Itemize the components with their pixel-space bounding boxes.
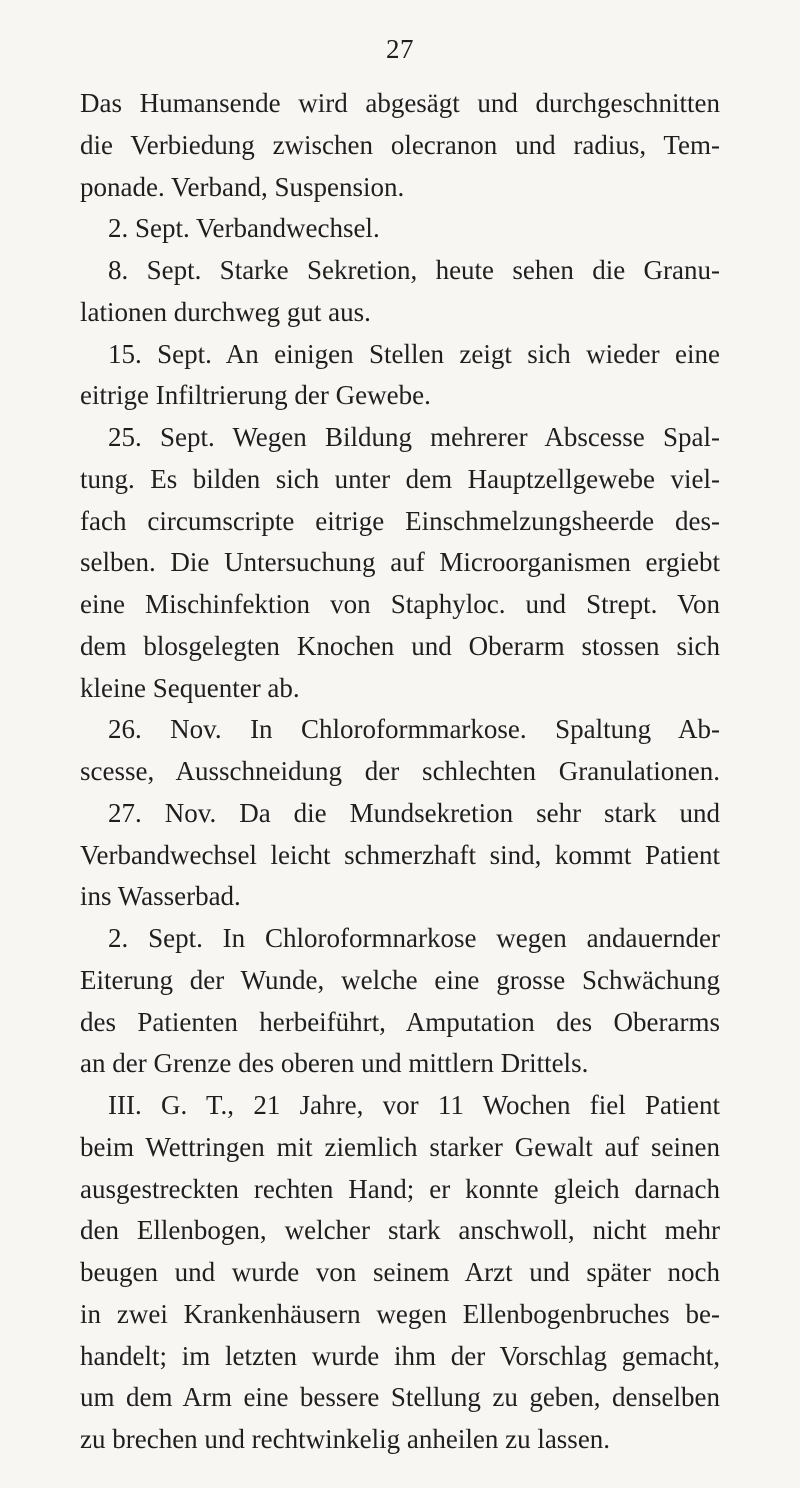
text-line: lationen durchweg gut aus. [80,296,371,327]
text-line: selben. Die Untersuchung auf Microorganismen ergiebt [80,547,720,578]
text-line: den Ellenbogen, welcher stark anschwoll, nicht mehr [80,1215,720,1246]
text-line: fach circumscripte eitrige Einschmelzungsheerde des- [80,505,720,536]
text-line: kleine Sequenter ab. [80,672,300,703]
text-line: scesse, Ausschneidung der schlechten Granulationen. [80,756,720,786]
text-line: des Patienten herbeiführt, Amputation des Oberarms [80,1006,720,1037]
text-line: zu brechen und rechtwinkelig anheilen zu lassen. [80,1424,611,1454]
text-line: ins Wasserbad. [80,881,241,912]
text-line: ausgestreckten rechten Hand; er konnte gleich darnach [80,1173,720,1204]
text-line: beugen und wurde von seinem Arzt und später noch [80,1257,720,1287]
body-text [80,83,720,1461]
text-line: um dem Arm eine bessere Stellung zu geben, denselben [80,1382,720,1413]
text-line: an der Grenze des oberen und mittlern Drittels. [80,1048,589,1079]
text-line: Das Humansende wird abgesägt und durchgeschnitten [80,88,720,118]
text-line: 27. Nov. Da die Mundsekretion sehr stark und [108,797,720,828]
text-line: III. G. T., 21 Jahre, vor 11 Wochen fiel Patient [108,1090,720,1120]
text-line: dem blosgelegten Knochen und Oberarm stossen sich [80,630,720,661]
page-number: 27 [386,34,414,64]
text-line: Eiterung der Wunde, welche eine grosse Schwächung [80,964,720,995]
text-line: 2. Sept. Verbandwechsel. [108,213,380,244]
text-line: 15. Sept. An einigen Stellen zeigt sich wieder eine [108,338,720,369]
text-line: 25. Sept. Wegen Bildung mehrerer Abscesse Spal- [108,422,720,452]
text-line: in zwei Krankenhäusern wegen Ellenbogenbruches be- [80,1298,720,1329]
text-line: handelt; im letzten wurde ihm der Vorschlag gemacht, [80,1340,720,1371]
text-line: beim Wettringen mit ziemlich starker Gewalt auf seinen [80,1131,720,1162]
text-line: die Verbiedung zwischen olecranon und radius, Tem- [80,129,720,160]
text-line: 26. Nov. In Chloroformmarkose. Spaltung Ab- [108,714,720,745]
text-line: eine Mischinfektion von Staphyloc. und Strept. Von [80,589,720,619]
text-line: tung. Es bilden sich unter dem Hauptzellgewebe viel- [80,463,720,494]
text-line: eitrige Infiltrierung der Gewebe. [80,380,431,411]
text-line: Verbandwechsel leicht schmerzhaft sind, kommt Patient [80,839,720,870]
text-line: 8. Sept. Starke Sekretion, heute sehen die Granu- [108,255,720,285]
text-line: ponade. Verband, Suspension. [80,171,405,202]
text-line: 2. Sept. In Chloroformnarkose wegen andauernder [108,923,720,953]
